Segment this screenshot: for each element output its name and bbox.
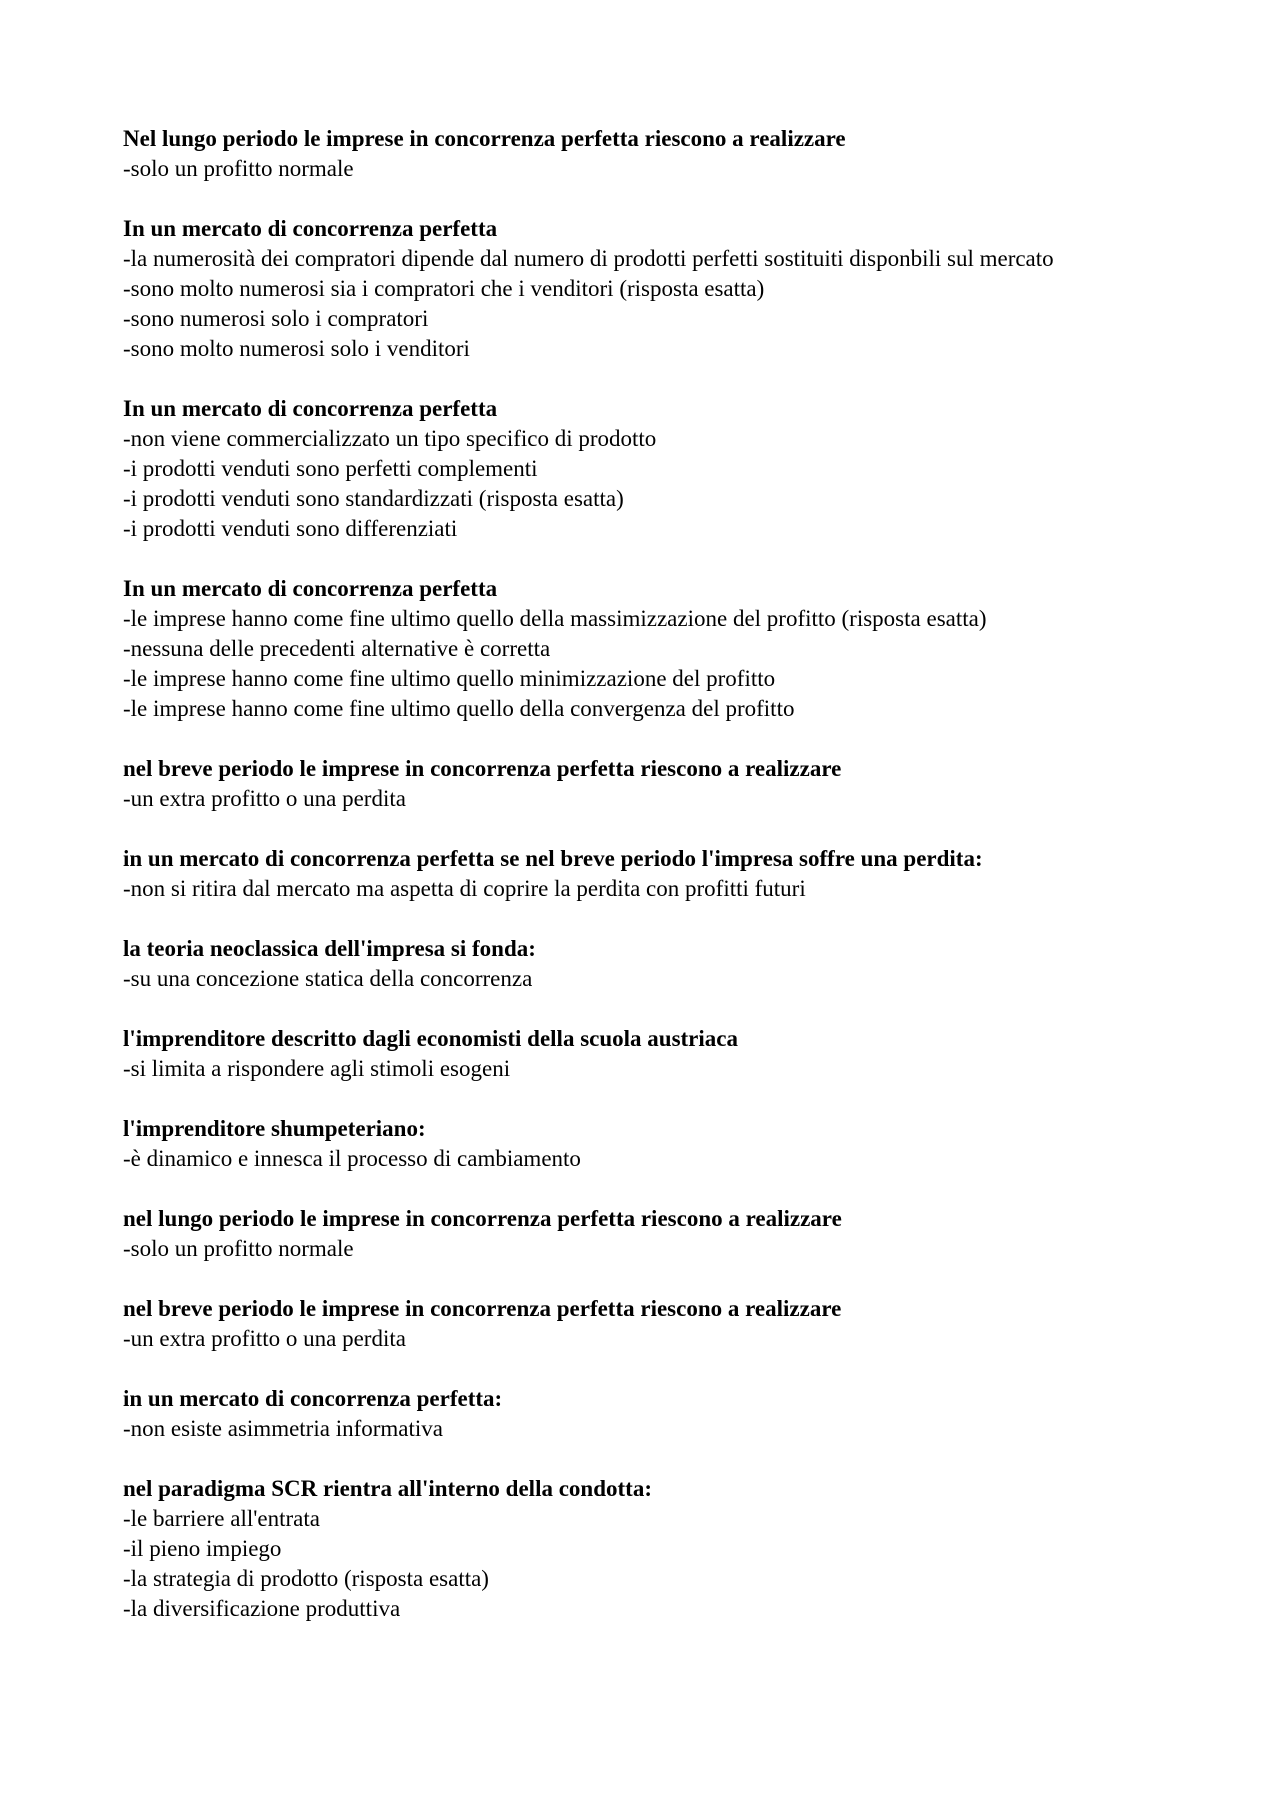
answer-option: -non viene commercializzato un tipo specifico di prodotto [123,426,657,451]
question-text: nel breve periodo le imprese in concorrenza perfetta riescono a realizzare [123,756,842,781]
question-block [123,844,1123,904]
answer-option: -le imprese hanno come fine ultimo quello minimizzazione del profitto [123,666,776,691]
question-block [123,1114,1123,1174]
question-text: in un mercato di concorrenza perfetta: [123,1386,503,1411]
answer-option: -le imprese hanno come fine ultimo quello della convergenza del profitto [123,696,795,721]
question-text: Nel lungo periodo le imprese in concorrenza perfetta riescono a realizzare [123,126,846,151]
question-block [123,394,1123,544]
answer-option: -i prodotti venduti sono differenziati [123,516,458,541]
answer-option: -solo un profitto normale [123,156,354,181]
question-text: la teoria neoclassica dell'impresa si fonda: [123,936,536,961]
question-block [123,1384,1123,1444]
question-block [123,1024,1123,1084]
answer-option: -il pieno impiego [123,1536,282,1561]
answer-option: -sono numerosi solo i compratori [123,306,429,331]
answer-option: -la strategia di prodotto (risposta esatta) [123,1566,489,1591]
question-text: nel lungo periodo le imprese in concorrenza perfetta riescono a realizzare [123,1206,842,1231]
answer-option: -sono molto numerosi solo i venditori [123,336,470,361]
question-block [123,1294,1123,1354]
question-block [123,124,1123,184]
answer-option: -la numerosità dei compratori dipende dal numero di prodotti perfetti sostituiti disponbili sul mercato [123,246,1054,271]
question-block [123,1204,1123,1264]
question-text: In un mercato di concorrenza perfetta [123,396,498,421]
answer-option: -un extra profitto o una perdita [123,786,406,811]
answer-option: -le imprese hanno come fine ultimo quello della massimizzazione del profitto (risposta esatta) [123,606,987,631]
answer-option: -i prodotti venduti sono standardizzati (risposta esatta) [123,486,624,511]
answer-option: -i prodotti venduti sono perfetti complementi [123,456,538,481]
question-text: in un mercato di concorrenza perfetta se nel breve periodo l'impresa soffre una perdita: [123,846,983,871]
answer-option: -non esiste asimmetria informativa [123,1416,443,1441]
question-block [123,934,1123,994]
answer-option: -sono molto numerosi sia i compratori che i venditori (risposta esatta) [123,276,765,301]
answer-option: -si limita a rispondere agli stimoli esogeni [123,1056,511,1081]
answer-option: -nessuna delle precedenti alternative è corretta [123,636,551,661]
question-text: In un mercato di concorrenza perfetta [123,216,498,241]
answer-option: -su una concezione statica della concorrenza [123,966,533,991]
question-block [123,1474,1123,1624]
question-text: nel breve periodo le imprese in concorrenza perfetta riescono a realizzare [123,1296,842,1321]
question-text: l'imprenditore shumpeteriano: [123,1116,426,1141]
question-text: l'imprenditore descritto dagli economisti della scuola austriaca [123,1026,738,1051]
question-block [123,214,1123,364]
question-text: nel paradigma SCR rientra all'interno della condotta: [123,1476,652,1501]
answer-option: -un extra profitto o una perdita [123,1326,406,1351]
answer-option: -le barriere all'entrata [123,1506,320,1531]
question-block [123,754,1123,814]
document-page [123,124,1123,1654]
question-block [123,574,1123,724]
answer-option: -è dinamico e innesca il processo di cambiamento [123,1146,581,1171]
answer-option: -non si ritira dal mercato ma aspetta di coprire la perdita con profitti futuri [123,876,806,901]
answer-option: -solo un profitto normale [123,1236,354,1261]
answer-option: -la diversificazione produttiva [123,1596,401,1621]
question-text: In un mercato di concorrenza perfetta [123,576,498,601]
